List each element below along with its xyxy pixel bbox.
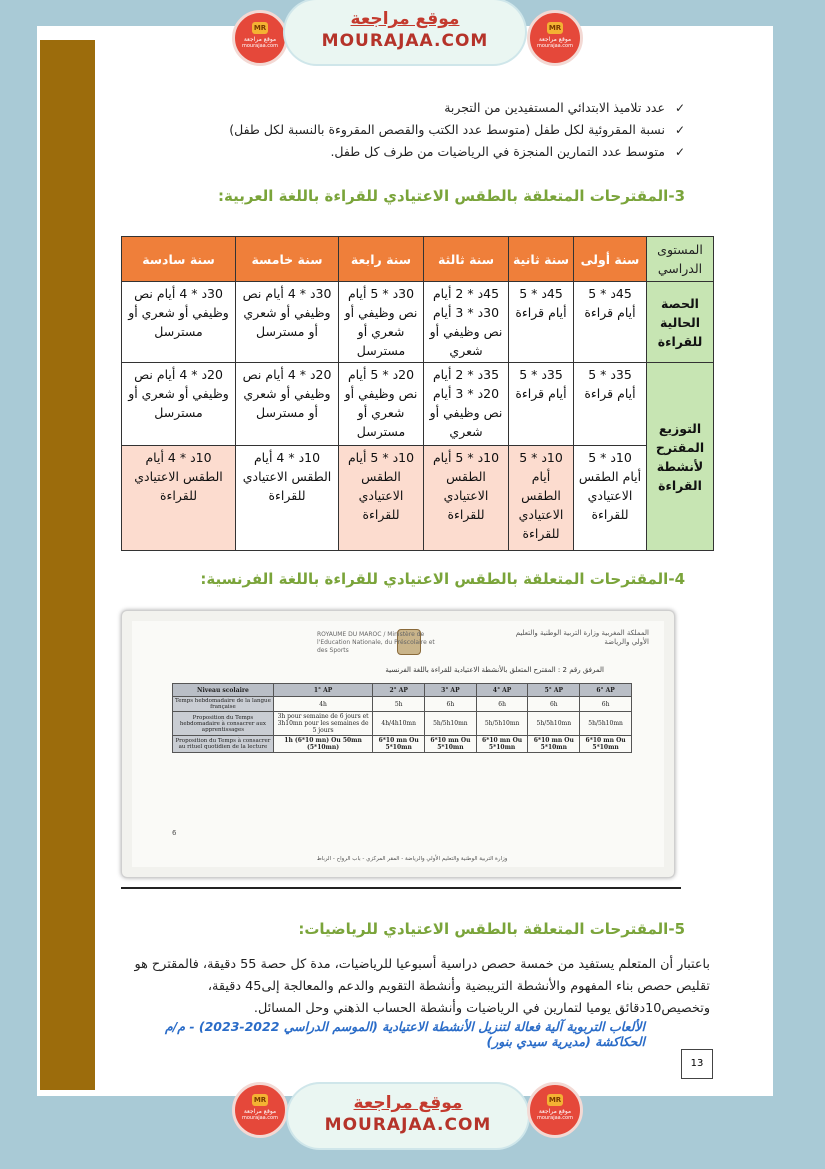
math-paragraph: باعتبار أن المتعلم يستفيد من خمسة حصص دراسية أسبوعيا للرياضيات، مدة كل حصة 55 دقيقة، فالمقترح هو تقليص حصص بناء المفهوم والأنشطة التريبضية وأنشطة التقويم والدعم والمعالجة إلى45 دقيقة، وتخصيص10دقائق يوميا لتمارين في الرياضيات وأنشطة الحساب الذهني وحل المسائل. bbox=[134, 957, 710, 1016]
logo-mark-icon: MR bbox=[548, 24, 562, 32]
site-name-en[interactable]: MOURAJAA.COM bbox=[324, 1115, 492, 1135]
table-cell: 30د * 4 أيام نص وظيفي أو شعري أو مسترسل bbox=[122, 282, 236, 363]
site-name-en[interactable]: MOURAJAA.COM bbox=[321, 31, 489, 51]
section-3-title: 3-المقترحات المتعلقة بالطقس الاعتيادي للقراءة باللغة العربية: bbox=[218, 187, 685, 205]
table-cell: 35د * 5 أيام قراءة bbox=[509, 363, 574, 446]
column-header: 4° AP bbox=[476, 684, 528, 697]
table-row: Proposition du Temps hebdomadaire à consacrer aux apprentissages 3h pour semaine de 6 jours et 3h10mn pour les semaines de 5 jours 4h/4h10mn 5h/5h10mn 5h/5h10mn 5h/5h10mn 5h/5h10mn bbox=[173, 712, 632, 736]
table-cell: 45د * 5 أيام قراءة bbox=[574, 282, 647, 363]
site-logo-left-top[interactable]: MR موقع مراجعة mourajaa.com bbox=[232, 10, 288, 66]
list-item: ✓عدد تلاميذ الابتدائي المستفيدين من التجربة bbox=[444, 100, 685, 115]
indicator-list bbox=[125, 97, 685, 163]
section-4-title: 4-المقترحات المتعلقة بالطقس الاعتيادي للقراءة باللغة الفرنسية: bbox=[200, 570, 685, 588]
column-header: 1° AP bbox=[273, 684, 372, 697]
logo-mark-icon: MR bbox=[253, 1096, 267, 1104]
divider bbox=[121, 887, 681, 889]
scan-caption: المرفق رقم 2 : المقترح المتعلق بالأنشطة الاعتيادية للقراءة باللغة الفرنسية bbox=[385, 666, 604, 674]
column-header: 5° AP bbox=[528, 684, 580, 697]
list-item: ✓متوسط عدد التمارين المنجزة في الرياضيات من طرف كل طفل. bbox=[330, 144, 685, 159]
column-header: سنة ثالثة bbox=[424, 237, 509, 282]
scan-header-french: ROYAUME DU MAROC / Ministère de l'Education Nationale, du Préscolaire et des Sports bbox=[317, 631, 435, 654]
site-logo-right-top[interactable]: MR موقع مراجعة mourajaa.com bbox=[527, 10, 583, 66]
table-row bbox=[122, 363, 714, 446]
column-header: 2° AP bbox=[373, 684, 425, 697]
table-cell: 30د * 5 أيام نص وظيفي أو شعري أو مسترسل bbox=[339, 282, 424, 363]
list-item: ✓نسبة المقروئية لكل طفل (متوسط عدد الكتب والقصص المقروءة بالنسبة لكل طفل) bbox=[229, 122, 685, 137]
table-cell: 10د * 5 أيام الطقس الاعتيادي للقراءة bbox=[509, 446, 574, 551]
table-cell: 20د * 4 أيام نص وظيفي أو شعري أو مسترسل bbox=[122, 363, 236, 446]
column-header: سنة رابعة bbox=[339, 237, 424, 282]
column-header: سنة ثانية bbox=[509, 237, 574, 282]
page-number: 13 bbox=[681, 1049, 713, 1079]
row-header: الحصة الحالية للقراءة bbox=[647, 282, 714, 363]
column-header: 6° AP bbox=[580, 684, 632, 697]
document-footer: الألعاب التربوية آلية فعالة لتنزيل الأنشطة الاعتيادية (الموسم الدراسي 2022-2023) - م/م الحكاكشة (مديرية سيدي بنور) bbox=[164, 1019, 645, 1049]
table-cell: 45د * 2 أيام 30د * 3 أيام نص وظيفي أو شعري bbox=[424, 282, 509, 363]
table-cell: 20د * 5 أيام نص وظيفي أو شعري أو مسترسل bbox=[339, 363, 424, 446]
table-cell: 30د * 4 أيام نص وظيفي أو شعري أو مسترسل bbox=[236, 282, 339, 363]
check-icon: ✓ bbox=[674, 123, 685, 137]
table-row: Proposition du Temps à consacrer au rituel quotidien de la lecture 1h (6*10 mn) Ou 50mn (5*10mn) 6*10 mn Ou 5*10mn 6*10 mn Ou 5*10mn 6*10 mn Ou 5*10mn 6*10 mn Ou 5*10mn 6*10 mn Ou 5*10mn bbox=[173, 736, 632, 753]
scan-page-number: 6 bbox=[172, 829, 177, 837]
site-badge-bottom[interactable] bbox=[288, 1084, 528, 1148]
scanned-document-image bbox=[121, 610, 675, 878]
row-header: التوزيع المقترح لأنشطة القراءة bbox=[647, 363, 714, 551]
table-cell: 10د * 4 أيام الطقس الاعتيادي للقراءة bbox=[236, 446, 339, 551]
column-header: 3° AP bbox=[425, 684, 477, 697]
table-cell: 10د * 5 أيام الطقس الاعتيادي للقراءة bbox=[424, 446, 509, 551]
site-logo-left-bottom[interactable]: MR موقع مراجعة mourajaa.com bbox=[232, 1082, 288, 1138]
check-icon: ✓ bbox=[674, 145, 685, 159]
logo-mark-icon: MR bbox=[253, 24, 267, 32]
site-name-ar[interactable]: موقع مراجعة bbox=[353, 1093, 463, 1113]
table-row: Temps hebdomadaire de la langue française 4h 5h 6h 6h 6h 6h bbox=[173, 697, 632, 712]
table-cell: 20د * 4 أيام نص وظيفي أو شعري أو مسترسل bbox=[236, 363, 339, 446]
column-header: سنة سادسة bbox=[122, 237, 236, 282]
table-cell: 45د * 5 أيام قراءة bbox=[509, 282, 574, 363]
table-cell: 10د * 4 أيام الطقس الاعتيادي للقراءة bbox=[122, 446, 236, 551]
table-corner-header: المستوى الدراسي bbox=[647, 237, 714, 282]
table-row bbox=[122, 446, 714, 551]
table-cell: 10د * 5 أيام الطقس الاعتيادي للقراءة bbox=[574, 446, 647, 551]
table-cell: 10د * 5 أيام الطقس الاعتيادي للقراءة bbox=[339, 446, 424, 551]
french-reading-table bbox=[172, 683, 632, 753]
logo-mark-icon: MR bbox=[548, 1096, 562, 1104]
site-name-ar[interactable]: موقع مراجعة bbox=[350, 9, 460, 29]
table-cell: 35د * 2 أيام 20د * 3 أيام نص وظيفي أو شعري bbox=[424, 363, 509, 446]
site-logo-right-bottom[interactable]: MR موقع مراجعة mourajaa.com bbox=[527, 1082, 583, 1138]
scan-header-arabic: المملكة المغربية وزارة التربية الوطنية والتعليم الأولي والرياضة bbox=[515, 629, 649, 646]
arabic-reading-table bbox=[121, 236, 714, 551]
table-row bbox=[122, 282, 714, 363]
column-header: Niveau scolaire bbox=[173, 684, 274, 697]
site-badge-top[interactable] bbox=[285, 0, 525, 64]
table-cell: 35د * 5 أيام قراءة bbox=[574, 363, 647, 446]
section-5-title: 5-المقترحات المتعلقة بالطقس الاعتيادي للرياضيات: bbox=[298, 920, 685, 938]
column-header: سنة خامسة bbox=[236, 237, 339, 282]
scan-footer: وزارة التربية الوطنية والتعليم الأولي والرياضة - المقر المركزي - باب الرواح - الرباط bbox=[316, 856, 508, 862]
check-icon: ✓ bbox=[674, 101, 685, 115]
column-header: سنة أولى bbox=[574, 237, 647, 282]
